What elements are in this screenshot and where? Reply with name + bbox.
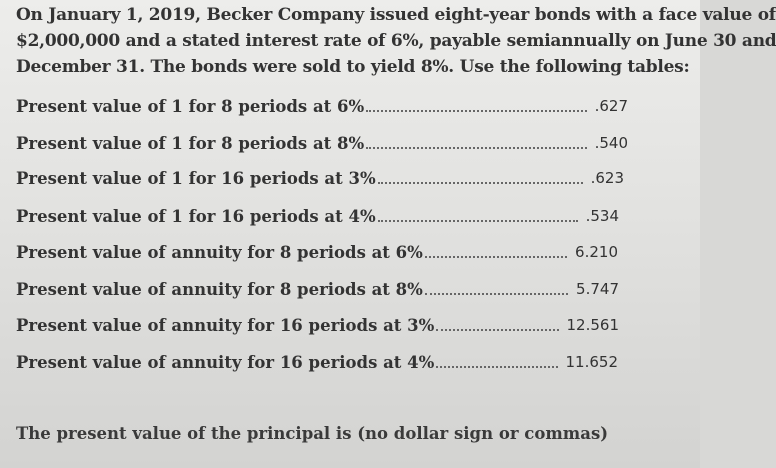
- row-label: Present value of annuity for 16 periods at 4%: [16, 352, 435, 372]
- row-label: Present value of annuity for 16 periods at 3%: [16, 315, 435, 335]
- table-row: [16, 131, 628, 155]
- problem-line-3: December 31. The bonds were sold to yield 8%. Use the following tables:: [16, 57, 690, 77]
- problem-statement: [16, 2, 776, 80]
- row-label: Present value of 1 for 16 periods at 4%: [16, 206, 376, 226]
- table-row: [16, 313, 619, 337]
- table-row: [16, 204, 619, 228]
- row-label: Present value of 1 for 8 periods at 8%: [16, 133, 365, 153]
- question-prompt: The present value of the principal is (no dollar sign or commas): [16, 424, 609, 443]
- row-value: 5.747: [576, 280, 619, 298]
- row-label: Present value of annuity for 8 periods at 6%: [16, 242, 423, 262]
- dot-leader: [425, 292, 568, 295]
- dot-leader: [436, 365, 557, 368]
- problem-line-2: $2,000,000 and a stated interest rate of 6%, payable semiannually on June 30 and: [16, 31, 776, 51]
- dot-leader: [366, 146, 586, 149]
- dot-leader: [378, 181, 583, 184]
- table-row: [16, 94, 628, 118]
- dot-leader: [425, 255, 567, 258]
- table-row: [16, 350, 618, 374]
- problem-line-1: On January 1, 2019, Becker Company issued eight-year bonds with a face value of: [16, 5, 776, 25]
- row-label: Present value of 1 for 8 periods at 6%: [16, 96, 365, 116]
- dot-leader: [436, 328, 558, 331]
- table-row: [16, 166, 624, 190]
- row-label: Present value of annuity for 8 periods at 8%: [16, 279, 423, 299]
- table-row: [16, 277, 619, 301]
- row-value: .534: [585, 207, 619, 225]
- row-value: 6.210: [575, 243, 618, 261]
- dot-leader: [366, 109, 586, 112]
- row-value: .540: [594, 134, 628, 152]
- row-value: .627: [594, 97, 628, 115]
- row-label: Present value of 1 for 16 periods at 3%: [16, 168, 376, 188]
- row-value: 11.652: [565, 353, 618, 371]
- dot-leader: [378, 219, 578, 222]
- row-value: .623: [590, 169, 624, 187]
- row-value: 12.561: [566, 316, 619, 334]
- table-row: [16, 240, 618, 264]
